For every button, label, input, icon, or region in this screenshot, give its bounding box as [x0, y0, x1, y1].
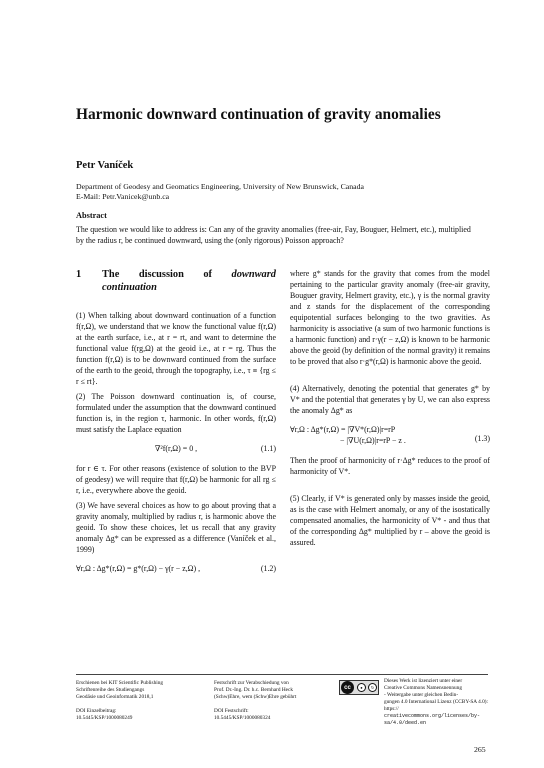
left-column — [76, 268, 276, 583]
cc-license-badge — [339, 680, 379, 695]
footer-rule — [76, 674, 488, 675]
paragraph-8: (5) Clearly, if V* is generated only by masses inside the geoid, as is the case with Helmert anomaly, or any of the isostatically compensated anomalies, the harmonicity of V* - and thus that of the corresponding Δg* multiplied by r – above the geoid is assured. — [290, 494, 490, 547]
sa-icon: ↻ — [368, 683, 377, 692]
footer-publisher: Erschienen bei KIT Scientific Publishing Schriftenreihe des Studiengangs Geodäsie und Geoinformatik 2018,1 DOI Einzelbeitrag: 10.5445/KSP/1000080249 — [76, 680, 163, 721]
section-number: 1 — [76, 269, 82, 280]
paper-title: Harmonic downward continuation of gravity anomalies — [76, 106, 441, 123]
email: E-Mail: Petr.Vanicek@unb.ca — [76, 192, 170, 201]
equation-body: ∇²f(r,Ω) = 0 , — [154, 444, 198, 453]
cc-logo-icon: cc — [341, 681, 354, 694]
paragraph-3: for r ∈ τ. For other reasons (existence of solution to the BVP of geodesy) we will require that f(r,Ω) be harmonic for all rg ≤ r, i.e., everywhere above the geoid. — [76, 464, 276, 495]
page-number: 265 — [474, 745, 486, 754]
equation-line-1: ∀r,Ω : Δg*(r,Ω) = |∇V*(r,Ω)|r=rP — [290, 425, 396, 434]
equation-line-2: − |∇U(r,Ω)|r=rP − z . — [340, 436, 406, 445]
paragraph-5: where g* stands for the gravity that comes from the model pertaining to the particular gravity anomaly (free-air gravity, Bouguer gravity, Helmert gravity, etc.), γ is the normal gravity and z stands for the displacement of the corresponding equipotential surfaces belonging to the two gravities. As harmonicity is associative (a sum of two harmonic functions is a harmonic function) and r·γ(r − z,Ω) is known to be harmonic above the geoid (by definition of the normal gravity) it remains to be proved that also r·g*(r,Ω) is harmonic above the geoid. — [290, 269, 490, 366]
by-icon: ● — [357, 683, 366, 692]
paragraph-4: (3) We have several choices as how to go about proving that a gravity anomaly, multiplied by radius r, is harmonic above the geoid. To show these choices, let us recall that any gravity anomaly Δg* can be expressed as a difference (Vaníček et al., 1999) — [76, 501, 276, 554]
equation-number: (1.2) — [260, 564, 276, 573]
right-column — [290, 268, 490, 552]
section-heading — [76, 268, 276, 294]
equation-1-1 — [76, 443, 276, 454]
section-title: The discussion of downward continuation — [102, 269, 276, 293]
equation-number: (1.3) — [474, 434, 490, 443]
paragraph-1: (1) When talking about downward continuation of a function f(r,Ω), we understand that we know the functional value f(r,Ω) at the earth surface, i.e., at r = rt, and want to determine the functional value f(rg,Ω) at the geoid i.e., at r = rg. Thus the function f(r,Ω) is to be downward continued from the surface of the earth to the geoid, through the topography, i.e., τ ≡ {rg ≤ r ≤ rt}. — [76, 311, 276, 386]
author-name: Petr Vaníček — [76, 160, 134, 171]
footer-festschrift: Festschrift zur Verabschiedung von Prof. Dr.-Ing. Dr. h.c. Bernhard Heck (Schw)Ehre, wem (Schw)Ehre gebührt DOI Festschrift: 10.5445/KSP/1000080324 — [214, 680, 297, 721]
footer-license: Dieses Werk ist lizenziert unter einer Creative Commons Namensnennung - Weitergabe unter gleichen Bedin- gungen 4.0 International Lizenz (CCBY-SA 4.0): https:// creativecommons.org/licenses/by-sa/4.0/deed.en — [384, 678, 494, 727]
paragraph-2: (2) The Poisson downward continuation is, of course, formulated under the assumption that the downward continued function is, in the region τ, harmonic. In other words, f(r,Ω) must satisfy the Laplace equation — [76, 392, 276, 434]
affiliation: Department of Geodesy and Geomatics Engineering, University of New Brunswick, Canada — [76, 182, 364, 191]
equation-1-3 — [290, 424, 490, 446]
license-url[interactable]: creativecommons.org/licenses/by-sa/4.0/deed.en — [384, 713, 481, 726]
equation-1-2 — [76, 563, 276, 574]
abstract-heading: Abstract — [76, 211, 107, 220]
paragraph-7: Then the proof of harmonicity of r·Δg* reduces to the proof of harmonicity of V*. — [290, 456, 490, 476]
equation-body: ∀r,Ω : Δg*(r,Ω) = g*(r,Ω) − γ(r − z,Ω) , — [76, 564, 201, 573]
equation-number: (1.1) — [260, 444, 276, 453]
affiliation-block — [76, 182, 364, 202]
paragraph-6: (4) Alternatively, denoting the potential that generates g* by V* and the potential that generates γ by U, we can also express the anomaly Δg* as — [290, 384, 490, 415]
abstract-text: The question we would like to address is: Can any of the gravity anomalies (free-air, Fay, Bouguer, Helmert, etc.), multiplied by the radius r, be continued downward, using the (only rigorous) Poisson approach? — [76, 225, 471, 245]
